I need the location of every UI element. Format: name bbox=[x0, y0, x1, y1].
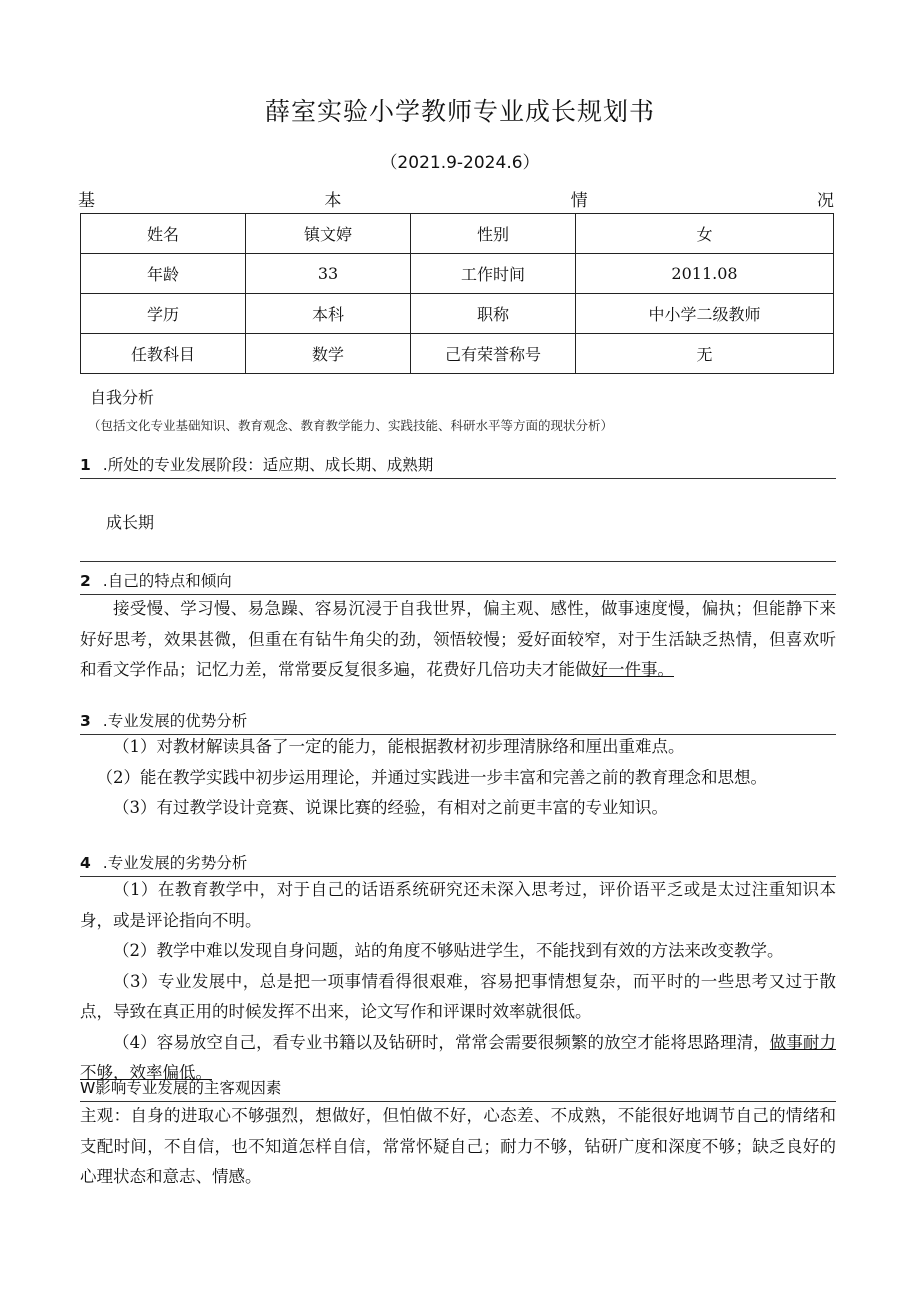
field-value: 33 bbox=[246, 254, 411, 294]
field-label: 己有荣誉称号 bbox=[411, 334, 576, 374]
section-title: .所处的专业发展阶段：适应期、成长期、成熟期 bbox=[102, 456, 434, 474]
section-title: W影响专业发展的主客观因素 bbox=[80, 1079, 282, 1097]
table-row bbox=[81, 214, 834, 254]
section-4-body bbox=[80, 875, 836, 1089]
section-number: 3 bbox=[80, 712, 91, 730]
field-label: 学历 bbox=[81, 294, 246, 334]
field-label: 年龄 bbox=[81, 254, 246, 294]
section-5-heading bbox=[80, 1076, 836, 1102]
field-value: 2011.08 bbox=[576, 254, 834, 294]
heading-char: 基 bbox=[78, 191, 95, 211]
basic-info-heading bbox=[78, 186, 834, 211]
field-label: 任教科目 bbox=[81, 334, 246, 374]
section-title: .专业发展的优势分析 bbox=[102, 712, 248, 730]
list-item: （3）专业发展中，总是把一项事情看得很艰难，容易把事情想复杂，而平时的一些思考又过于散点，导致在真正用的时候发挥不出来，论文写作和评课时效率就很低。 bbox=[80, 971, 836, 1021]
field-label: 工作时间 bbox=[411, 254, 576, 294]
field-value: 本科 bbox=[246, 294, 411, 334]
basic-info-table bbox=[80, 213, 834, 374]
field-value: 数学 bbox=[246, 334, 411, 374]
field-value: 中小学二级教师 bbox=[576, 294, 834, 334]
section-4-heading bbox=[80, 851, 836, 877]
heading-char: 情 bbox=[570, 191, 588, 211]
table-row bbox=[81, 294, 834, 334]
body-text-underlined: 好一件事。 bbox=[591, 660, 674, 679]
self-analysis-note: （包括文化专业基础知识、教育观念、教育教学能力、实践技能、科研水平等方面的现状分析） bbox=[88, 418, 614, 433]
field-label: 性别 bbox=[411, 214, 576, 254]
section-title: .自己的特点和倾向 bbox=[102, 572, 232, 590]
list-item: （1）对教材解读具备了一定的能力，能根据教材初步理清脉络和厘出重难点。 bbox=[113, 737, 685, 756]
field-value: 镇文婷 bbox=[246, 214, 411, 254]
list-item: （3）有过教学设计竞赛、说课比赛的经验，有相对之前更丰富的专业知识。 bbox=[113, 798, 668, 817]
field-value: 女 bbox=[576, 214, 834, 254]
section-2-body bbox=[80, 594, 836, 686]
list-item: （2）能在教学实践中初步运用理论，并通过实践进一步丰富和完善之前的教育理念和思想。 bbox=[96, 767, 767, 787]
list-item: （1）在教育教学中，对于自己的话语系统研究还未深入思考过，评价语平乏或是太过注重知识本身，或是评论指向不明。 bbox=[80, 880, 836, 930]
section-number: 4 bbox=[80, 854, 91, 872]
section-2-heading bbox=[80, 569, 836, 595]
section-3-body bbox=[80, 732, 836, 824]
body-text: （4）容易放空自己，看专业书籍以及钻研时，常常会需要很频繁的放空才能将思路理清， bbox=[113, 1032, 770, 1052]
body-text: 主观：自身的进取心不够强烈，想做好，但怕做不好，心态差、不成熟，不能很好地调节自己的情绪和支配时间，不自信，也不知道怎样自信，常常怀疑自己；耐力不够，钻研广度和深度不够；缺乏良好的心理状态和意志、情感。 bbox=[80, 1106, 836, 1186]
section-number: 1 bbox=[80, 456, 91, 474]
list-item: （2）教学中难以发现自身问题，站的角度不够贴进学生，不能找到有效的方法来改变教学。 bbox=[113, 941, 784, 960]
field-label: 职称 bbox=[411, 294, 576, 334]
self-analysis-heading: 自我分析 bbox=[90, 388, 155, 407]
body-text: 接受慢、学习慢、易急躁、容易沉浸于自我世界，偏主观、感性，做事速度慢，偏执；但能静下来好好思考，效果甚微，但重在有钻牛角尖的劲，领悟较慢；爱好面较窄，对于生活缺乏热情，但喜欢听和看文学作品；记忆力差，常常要反复很多遍，花费好几倍功夫才能做 bbox=[80, 599, 836, 679]
section-1-answer: 成长期 bbox=[106, 513, 155, 532]
heading-char: 本 bbox=[324, 191, 342, 211]
section-number: 2 bbox=[80, 572, 91, 590]
table-row bbox=[81, 254, 834, 294]
document-title: 薛室实验小学教师专业成长规划书 bbox=[264, 97, 655, 126]
table-row bbox=[81, 334, 834, 374]
field-value: 无 bbox=[576, 334, 834, 374]
divider bbox=[80, 561, 836, 562]
body-text-underlined: 做事耐力不够，效率偏低。 bbox=[80, 1032, 837, 1082]
section-title: .专业发展的劣势分析 bbox=[102, 854, 248, 872]
plan-period: （2021.9-2024.6） bbox=[380, 153, 540, 173]
heading-char: 况 bbox=[816, 191, 834, 211]
field-label: 姓名 bbox=[81, 214, 246, 254]
section-1-heading bbox=[80, 453, 836, 479]
section-5-body bbox=[80, 1101, 836, 1193]
